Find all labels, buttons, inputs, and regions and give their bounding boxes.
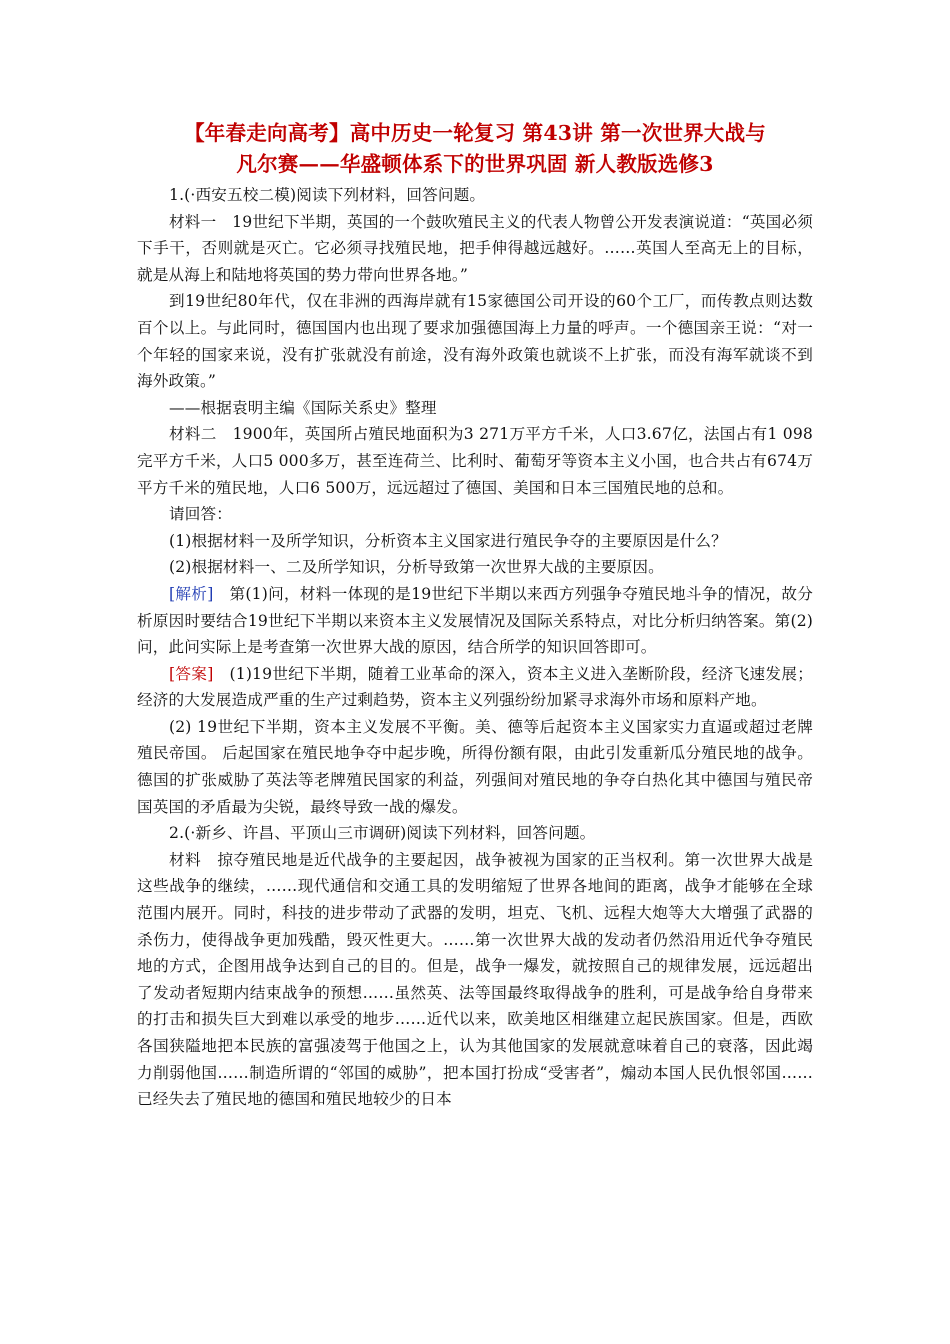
answer-tag: [答案] xyxy=(169,664,214,683)
question-2-material: 材料 掠夺殖民地是近代战争的主要起因，战争被视为国家的正当权利。第一次世界大战是这些战争的继续，……现代通信和交通工具的发明缩短了世界各地间的距离，战争才能够在全球范围内展开。同时，科技的进步带动了武器的发明，坦克、飞机、远程大炮等大大增强了武器的杀伤力，使得战争更加残酷，毁灭性更大。……第一次世界大战的发动者仍然沿用近代争夺殖民地的方式，企图用战争达到自己的目的。但是，战争一爆发，就按照自己的规律发展，远远超出了发动者短期内结束战争的预想……虽然英、法等国最终取得战争的胜利，可是战争给自身带来的打击和损失巨大到难以承受的地步……近代以来，欧美地区相继建立起民族国家。但是，西欧各国狭隘地把本民族的富强凌驾于他国之上，认为其他国家的发展就意味着自己的衰落，因此竭力削弱他国……制造所谓的“邻国的威胁”，把本国打扮成“受害者”，煽动本国人民仇恨邻国……已经失去了殖民地的德国和殖民地较少的日本 xyxy=(137,850,813,1109)
material-1-source: ——根据袁明主编《国际关系史》整理 xyxy=(169,398,437,417)
sub-question-2: (2)根据材料一、二及所学知识，分析导致第一次世界大战的主要原因。 xyxy=(169,558,664,577)
question-2-heading: 2.(·新乡、许昌、平顶山三市调研)阅读下列材料，回答问题。 xyxy=(169,824,596,843)
analysis-tag: [解析] xyxy=(169,584,214,603)
answer-paragraph-1 xyxy=(137,661,813,714)
sub-question-1: (1)根据材料一及所学知识，分析资本主义国家进行殖民争夺的主要原因是什么？ xyxy=(169,531,727,550)
answer-text-1: (1)19世纪下半期，随着工业革命的深入，资本主义进入垄断阶段，经济飞速发展；经济的大发展造成严重的生产过剩趋势，资本主义列强纷纷加紧寻求海外市场和原料产地。 xyxy=(137,664,813,710)
title-line-1: 【年春走向高考】高中历史一轮复习 第43讲 第一次世界大战与 xyxy=(184,121,766,145)
answer-paragraph-2: (2) 19世纪下半期，资本主义发展不平衡。美、德等后起资本主义国家实力直逼或超过老牌殖民帝国。 后起国家在殖民地争夺中起步晚，所得份额有限，由此引发重新瓜分殖民地的战争。 德国的扩张威胁了英法等老牌殖民国家的利益，列强间对殖民地的争夺白热化其中德国与殖民帝国英国的矛盾最为尖锐，最终导致一战的爆发。 xyxy=(137,717,813,816)
question-1-heading: 1.(·西安五校二模)阅读下列材料，回答问题。 xyxy=(169,186,486,204)
material-2-paragraph: 材料二 1900年，英国所占殖民地面积为3 271万平方千米，人口3.67亿，法国占有1 098完平方千米，人口5 000多万，甚至连荷兰、比利时、葡萄牙等资本主义小国，也合共占有674万平方千米的殖民地，人口6 500万，远远超过了德国、美国和日本三国殖民地的总和。 xyxy=(137,425,813,497)
analysis-text: 第(1)问，材料一体现的是19世纪下半期以来西方列强争夺殖民地斗争的情况，故分析原因时要结合19世纪下半期以来资本主义发展情况及国际关系特点，对比分析归纳答案。第(2)问，此问实际上是考查第一次世界大战的原因，结合所学的知识回答即可。 xyxy=(137,584,813,657)
analysis-paragraph xyxy=(137,581,813,661)
title-line-2: 凡尔赛——华盛顿体系下的世界巩固 新人教版选修3 xyxy=(236,152,714,176)
document-title xyxy=(137,118,813,180)
material-1-paragraph-2: 到19世纪80年代，仅在非洲的西海岸就有15家德国公司开设的60个工厂，而传教点则达数百个以上。与此同时，德国国内也出现了要求加强德国海上力量的呼声。一个德国亲王说：“对一个年轻的国家来说，没有扩张就没有前途，没有海外政策也就谈不上扩张，而没有海军就谈不到海外政策。” xyxy=(137,292,813,391)
material-1-paragraph-1: 材料一 19世纪下半期，英国的一个鼓吹殖民主义的代表人物曾公开发表演说道：“英国必须下手干，否则就是灭亡。它必须寻找殖民地，把手伸得越远越好。……英国人至高无上的目标，就是从海上和陆地将英国的势力带向世界各地。” xyxy=(137,212,813,284)
document-page xyxy=(137,118,813,1113)
question-prompt: 请回答： xyxy=(169,505,232,524)
